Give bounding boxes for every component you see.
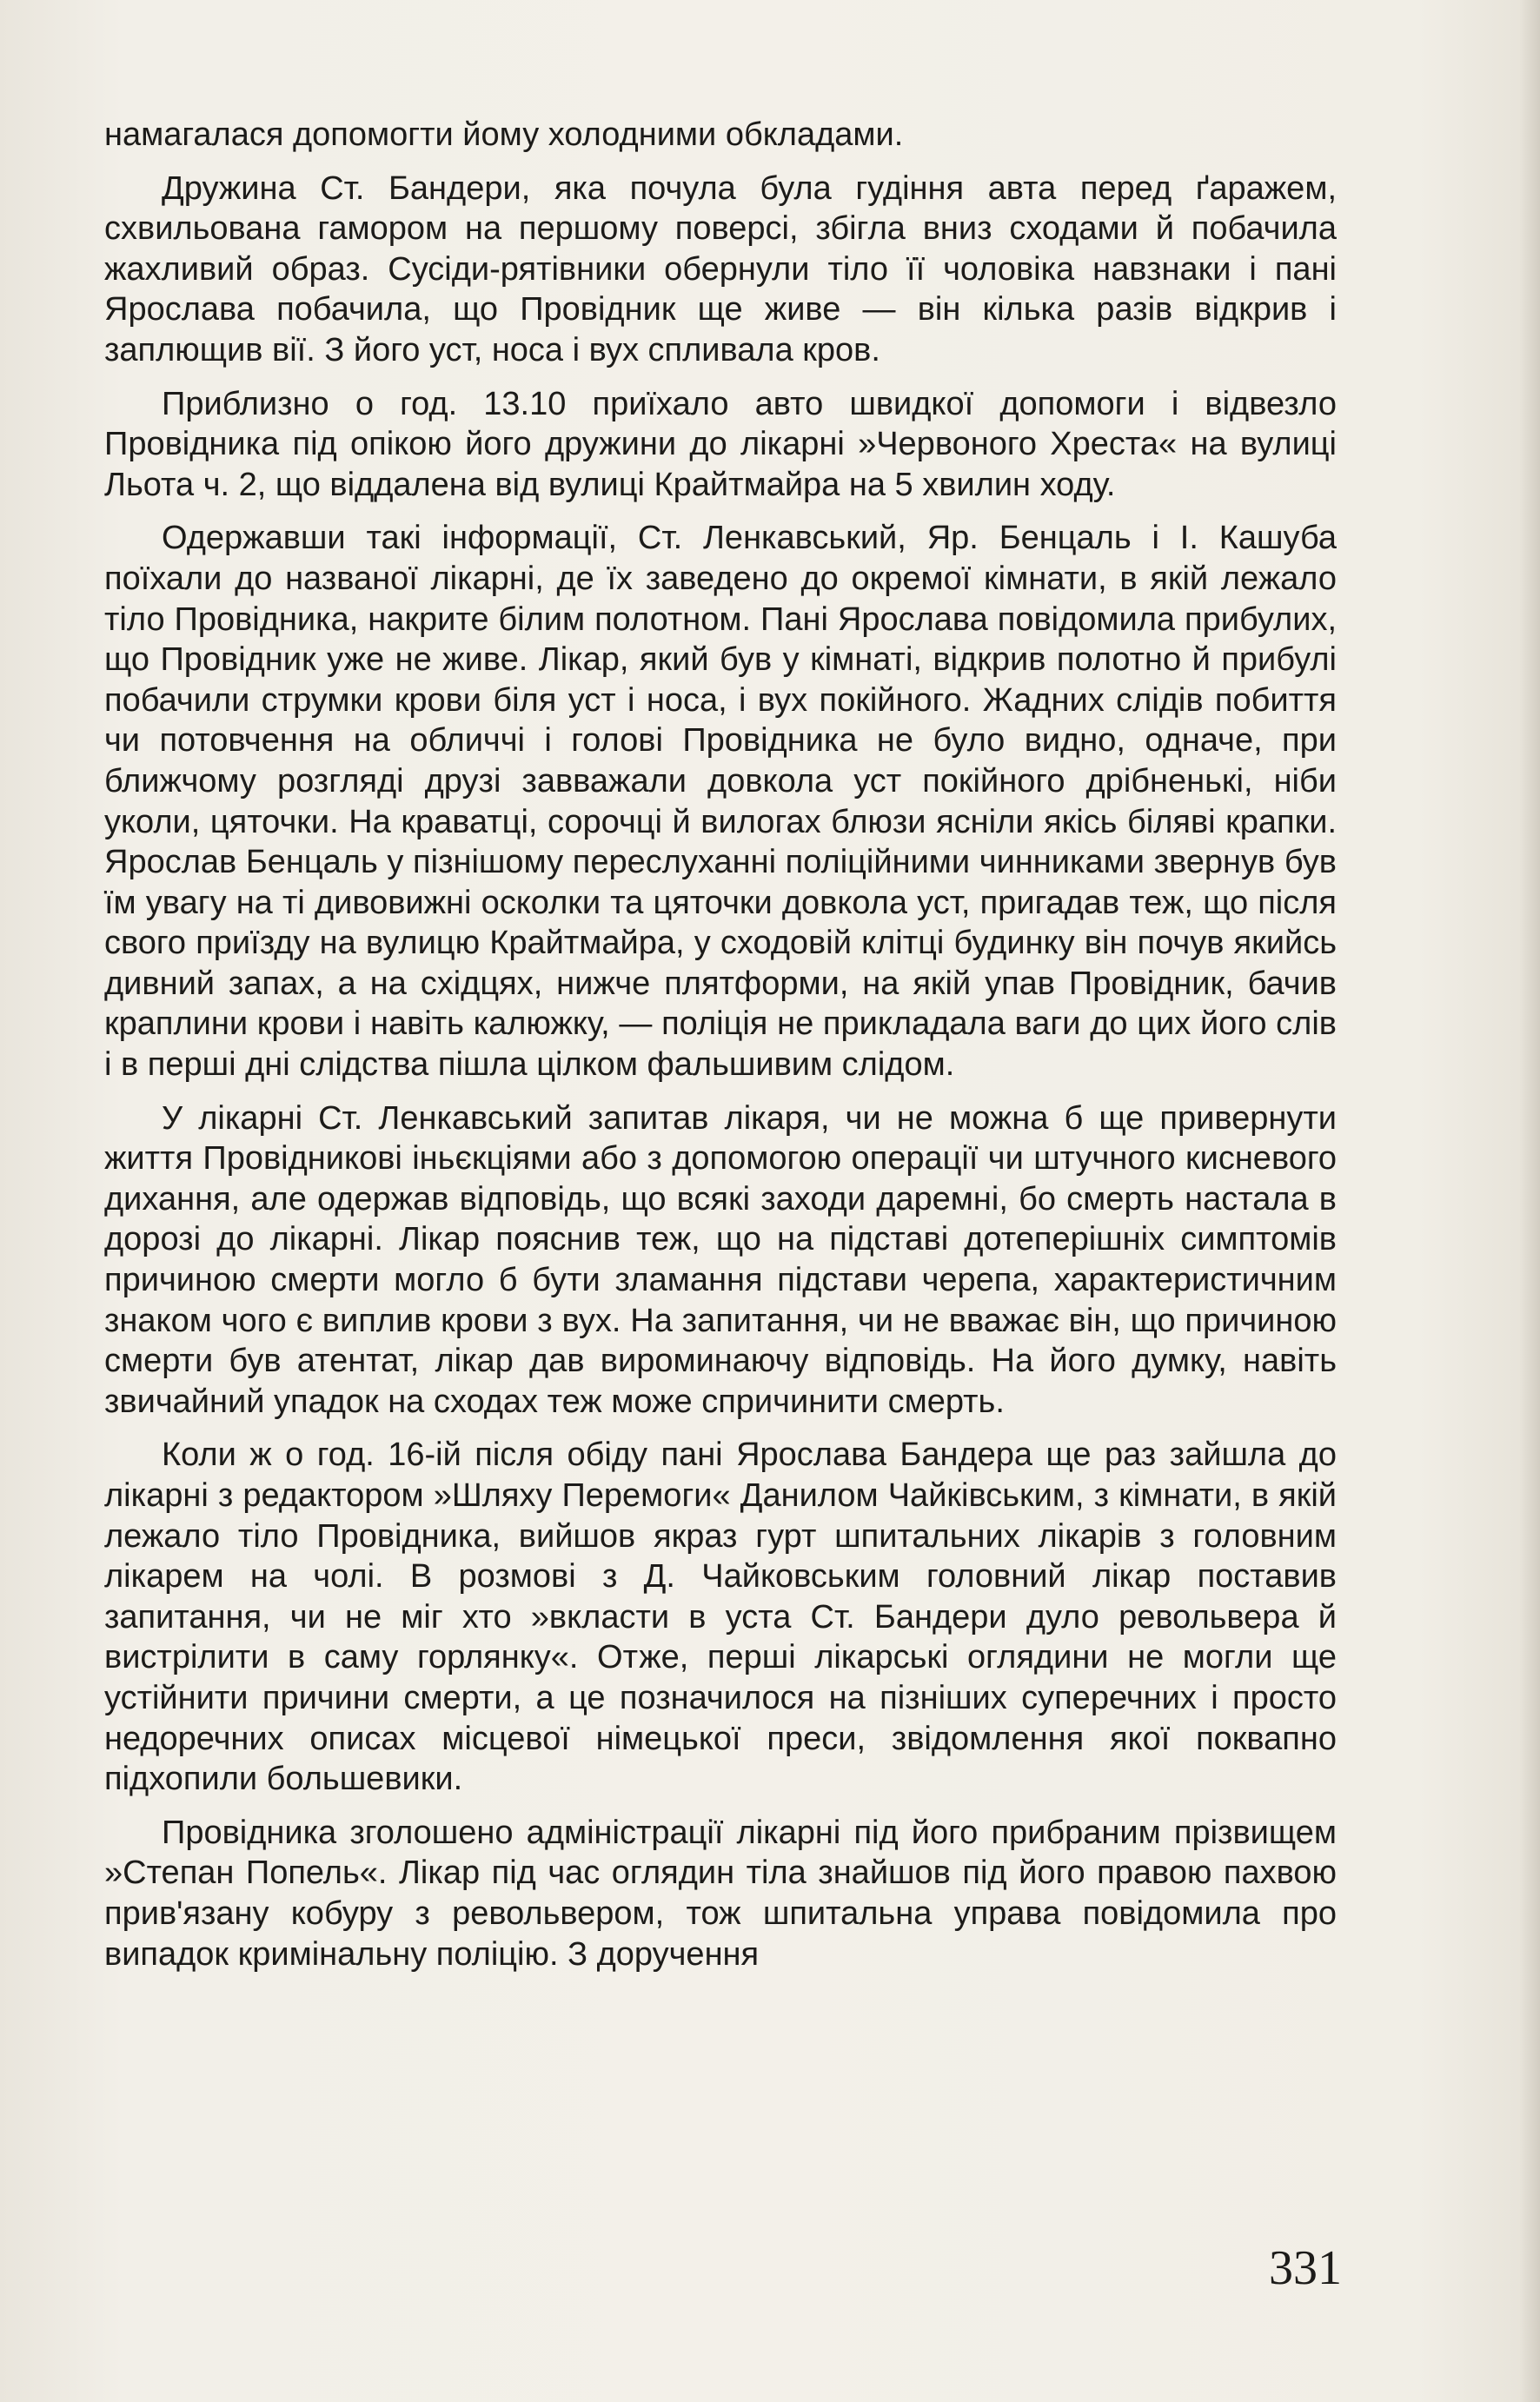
paragraph-1: намагалася допомогти йому холодними обкладами. — [104, 116, 904, 153]
paragraph-7: Провідника зголошено адміністрації лікарні під його прибраним прізвищем »Степан Попель«. Лікар під час оглядин тіла знайшов під його правою пахвою прив'язану кобуру з револьвером, тож шпитальна управа повідомила про випадок кримінальну поліцію. З доручення — [104, 1814, 1337, 1973]
paragraph-3: Приблизно о год. 13.10 приїхало авто швидкої допомоги і відвезло Провідника під опікою його дружини до лікарні »Червоного Хреста« на вулиці Льота ч. 2, що віддалена від вулиці Крайтмайра на 5 хвилин ходу. — [104, 385, 1337, 503]
paragraph-4: Одержавши такі інформації, Ст. Ленкавський, Яр. Бенцаль і І. Кашуба поїхали до названої лікарні, де їх заведено до окремої кімнати, в якій лежало тіло Провідника, накрите білим полотном. Пані Ярослава повідомила прибулих, що Провідник уже не живе. Лікар, який був у кімнаті, відкрив полотно й прибулі побачили струмки крови біля уст і носа, і вух покійного. Жадних слідів побиття чи потовчення на обличчі і голові Провідника не було видно, одначе, при ближчому розгляді друзі завважали довкола уст покійного дрібненькі, ніби уколи, цяточки. На краватці, сорочці й вилогах блюзи ясніли якісь біляві крапки. Ярослав Бенцаль у пізнішому переслуханні поліційними чинниками звернув був їм увагу на ті дивовижні осколки та цяточки довкола уст, пригадав теж, що після свого приїзду на вулицю Крайтмайра, у сходовій клітці будинку він почув якийсь дивний запах, а на східцях, нижче плятформи, на якій упав Провідник, бачив краплини крови і навіть калюжку, — поліція не прикладала ваги до цих його слів і в перші дні слідства пішла цілком фальшивим слідом. — [104, 520, 1337, 1084]
page-number: 331 — [1269, 2241, 1342, 2295]
body-text — [104, 115, 1337, 1987]
paragraph-6: Коли ж о год. 16-ій після обіду пані Ярослава Бандера ще раз зайшла до лікарні з редактором »Шляху Перемоги« Данилом Чайківським, з кімнати, в якій лежало тіло Провідника, вийшов якраз гурт шпитальних лікарів з головним лікарем на чолі. В розмові з Д. Чайковським головний лікар поставив запитання, чи не міг хто »вкласти в уста Ст. Бандери дуло револьвера й вистрілити в саму горлянку«. Отже, перші лікарські оглядини не могли ще устійнити причини смерти, а це позначилося на пізніших суперечних і просто недоречних описах місцевої німецької преси, звідомлення якої поквапно підхопили большевики. — [104, 1437, 1337, 1798]
page-edge-shadow — [1519, 0, 1540, 2402]
paragraph-2: Дружина Ст. Бандери, яка почула була гудіння авта перед ґаражем, схвильована гамором на першому поверсі, збігла вниз сходами й побачила жахливий образ. Сусіди-рятівники обернули тіло її чоловіка навзнаки і пані Ярослава побачила, що Провідник ще живе — він кілька разів відкрив і заплющив вії. З його уст, носа і вух спливала кров. — [104, 169, 1337, 368]
paragraph-5: У лікарні Ст. Ленкавський запитав лікаря, чи не можна б ще привернути життя Провідникові іньєкціями або з допомогою операції чи штучного кисневого дихання, але одержав відповідь, що всякі заходи даремні, бо смерть настала в дорозі до лікарні. Лікар пояснив теж, що на підставі дотеперішніх симптомів причиною смерти могло б бути зламання підстави черепа, характеристичним знаком чого є виплив крови з вух. На запитання, чи не вважає він, що причиною смерти був атентат, лікар дав вироминаючу відповідь. На його думку, навіть звичайний упадок на сходах теж може спричинити смерть. — [104, 1099, 1337, 1420]
